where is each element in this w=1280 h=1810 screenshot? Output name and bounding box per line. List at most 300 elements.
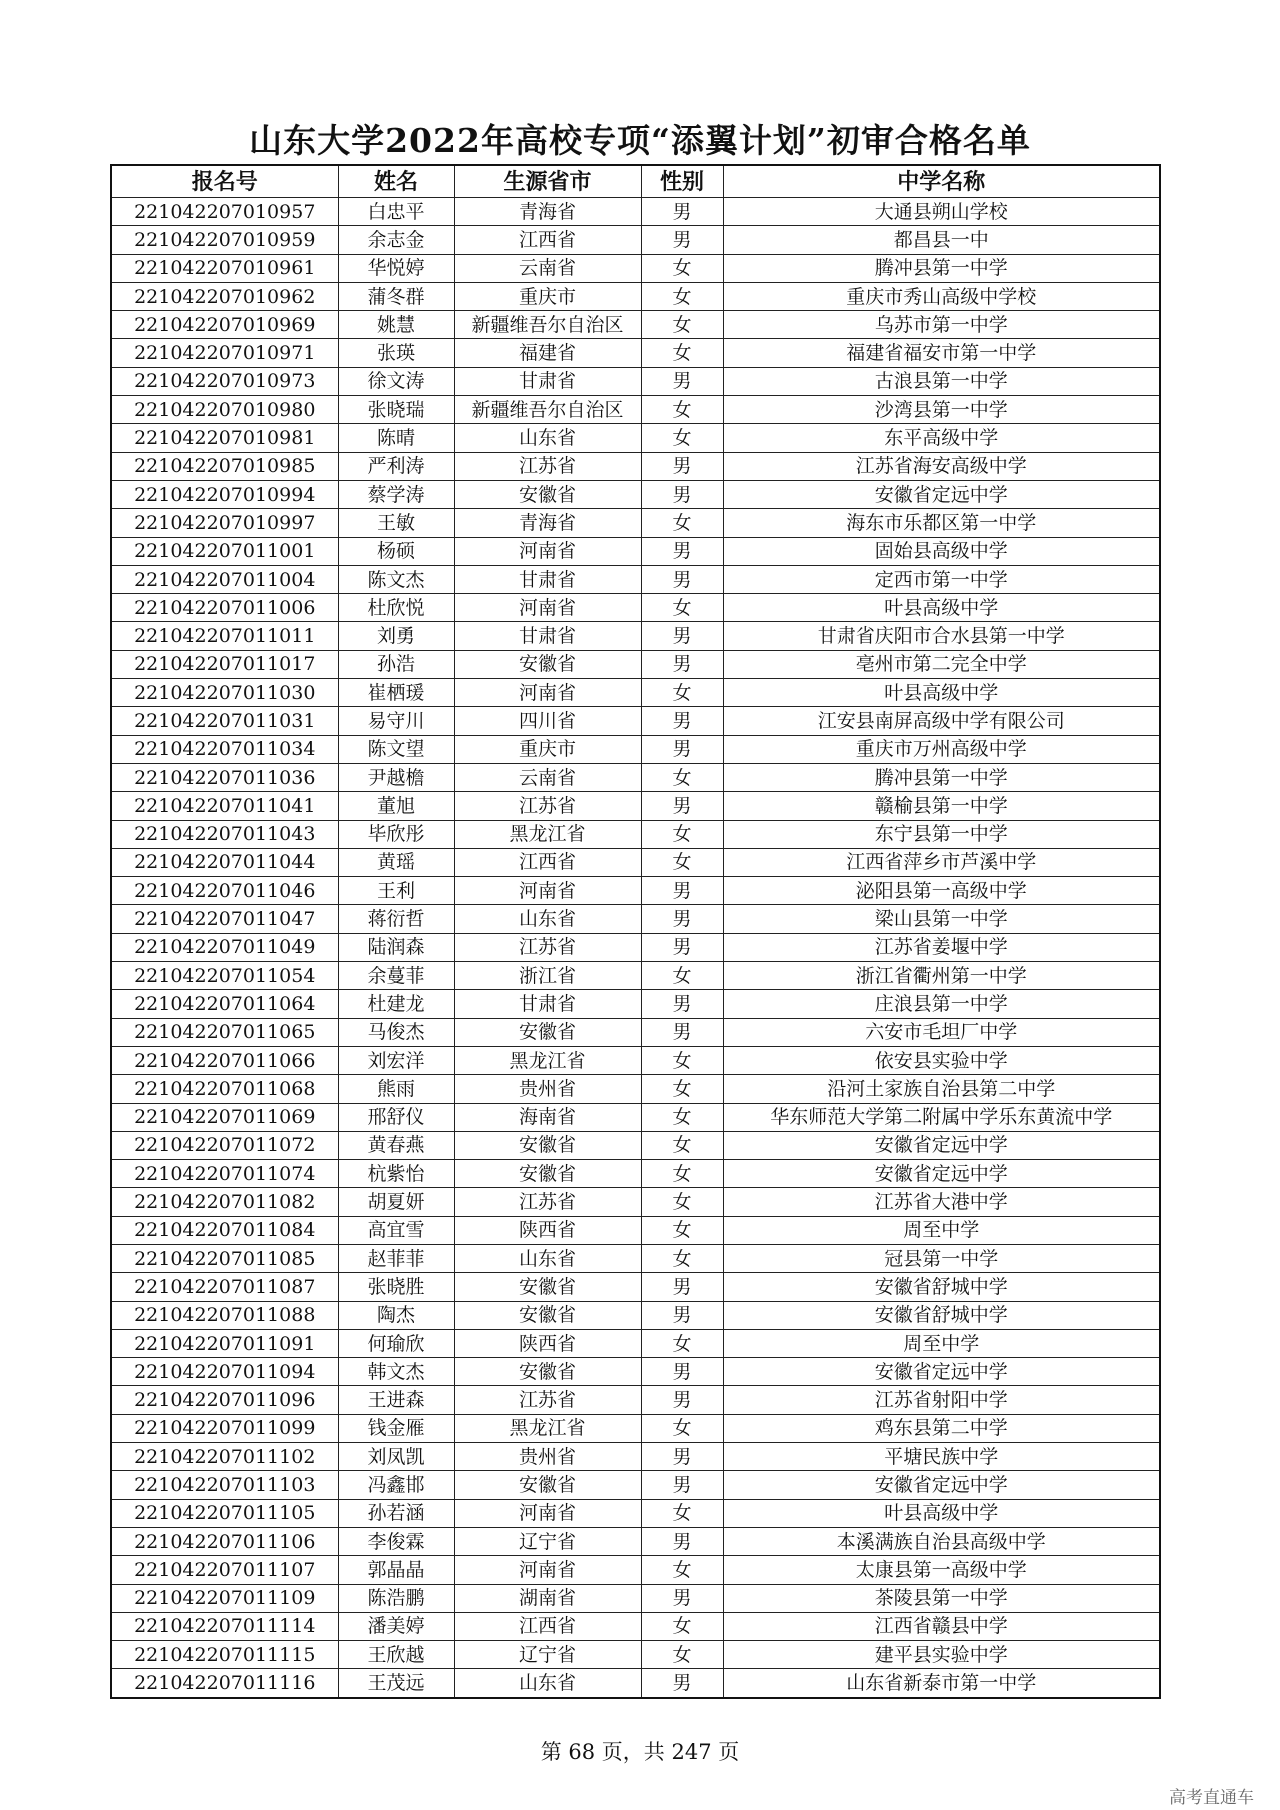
cell-name: 王敏 [338,509,454,537]
cell-id: 221042207011091 [111,1329,338,1357]
cell-school: 福建省福安市第一中学 [723,339,1160,367]
cell-gender: 女 [641,1612,723,1640]
cell-province: 重庆市 [454,735,641,763]
cell-gender: 男 [641,1443,723,1471]
cell-id: 221042207010969 [111,311,338,339]
table-row [111,735,1160,763]
cell-id: 221042207010973 [111,367,338,395]
cell-school: 安徽省定远中学 [723,1358,1160,1386]
cell-province: 新疆维吾尔自治区 [454,311,641,339]
cell-name: 张瑛 [338,339,454,367]
cell-id: 221042207011107 [111,1556,338,1584]
table-row [111,282,1160,310]
cell-province: 河南省 [454,594,641,622]
cell-gender: 女 [641,1160,723,1188]
table-row [111,990,1160,1018]
cell-name: 孙若涵 [338,1499,454,1527]
cell-id: 221042207010997 [111,509,338,537]
table-row [111,339,1160,367]
cell-id: 221042207011069 [111,1103,338,1131]
cell-school: 江西省萍乡市芦溪中学 [723,848,1160,876]
cell-province: 青海省 [454,509,641,537]
table-row [111,367,1160,395]
cell-province: 河南省 [454,679,641,707]
table-row [111,877,1160,905]
table-row [111,1046,1160,1074]
cell-id: 221042207011116 [111,1669,338,1698]
cell-gender: 女 [641,594,723,622]
cell-name: 赵菲菲 [338,1244,454,1272]
cell-school: 江安县南屏高级中学有限公司 [723,707,1160,735]
cell-id: 221042207011072 [111,1131,338,1159]
cell-gender: 女 [641,763,723,791]
cell-school: 古浪县第一中学 [723,367,1160,395]
cell-school: 江苏省射阳中学 [723,1386,1160,1414]
cell-province: 浙江省 [454,962,641,990]
cell-id: 221042207011049 [111,933,338,961]
cell-id: 221042207011082 [111,1188,338,1216]
cell-name: 刘宏洋 [338,1046,454,1074]
cell-province: 河南省 [454,1556,641,1584]
cell-gender: 男 [641,877,723,905]
table-row [111,905,1160,933]
cell-province: 贵州省 [454,1075,641,1103]
cell-name: 杭紫怡 [338,1160,454,1188]
cell-school: 山东省新泰市第一中学 [723,1669,1160,1698]
cell-name: 郭晶晶 [338,1556,454,1584]
cell-school: 江西省赣县中学 [723,1612,1160,1640]
cell-id: 221042207011106 [111,1527,338,1555]
cell-name: 熊雨 [338,1075,454,1103]
cell-gender: 男 [641,933,723,961]
cell-province: 安徽省 [454,1358,641,1386]
table-row [111,1103,1160,1131]
cell-id: 221042207010981 [111,424,338,452]
cell-province: 河南省 [454,1499,641,1527]
cell-province: 江苏省 [454,452,641,480]
table-row [111,198,1160,226]
page-number: 第 68 页，共 247 页 [540,1740,740,1764]
cell-province: 黑龙江省 [454,1046,641,1074]
cell-province: 江苏省 [454,792,641,820]
cell-name: 蔡学涛 [338,480,454,508]
cell-id: 221042207011004 [111,565,338,593]
cell-school: 亳州市第二完全中学 [723,650,1160,678]
table-row [111,1075,1160,1103]
cell-school: 周至中学 [723,1329,1160,1357]
cell-gender: 男 [641,622,723,650]
cell-id: 221042207011036 [111,763,338,791]
table-row [111,1414,1160,1442]
table-row [111,1527,1160,1555]
table-row [111,396,1160,424]
cell-id: 221042207011085 [111,1244,338,1272]
cell-id: 221042207011102 [111,1443,338,1471]
cell-province: 江西省 [454,848,641,876]
cell-gender: 女 [641,1216,723,1244]
cell-school: 泌阳县第一高级中学 [723,877,1160,905]
cell-gender: 男 [641,537,723,565]
cell-school: 江苏省海安高级中学 [723,452,1160,480]
cell-province: 甘肃省 [454,622,641,650]
cell-school: 东平高级中学 [723,424,1160,452]
cell-id: 221042207011065 [111,1018,338,1046]
cell-id: 221042207011114 [111,1612,338,1640]
cell-gender: 男 [641,226,723,254]
cell-school: 建平县实验中学 [723,1641,1160,1669]
cell-school: 东宁县第一中学 [723,820,1160,848]
cell-school: 太康县第一高级中学 [723,1556,1160,1584]
cell-name: 王进森 [338,1386,454,1414]
cell-name: 张晓瑞 [338,396,454,424]
cell-name: 易守川 [338,707,454,735]
cell-id: 221042207011103 [111,1471,338,1499]
cell-id: 221042207010980 [111,396,338,424]
cell-province: 安徽省 [454,1160,641,1188]
cell-gender: 男 [641,1018,723,1046]
cell-name: 马俊杰 [338,1018,454,1046]
cell-gender: 男 [641,1584,723,1612]
cell-province: 辽宁省 [454,1641,641,1669]
cell-school: 周至中学 [723,1216,1160,1244]
cell-gender: 女 [641,679,723,707]
cell-name: 陈文望 [338,735,454,763]
cell-name: 陈文杰 [338,565,454,593]
cell-gender: 男 [641,367,723,395]
cell-id: 221042207011044 [111,848,338,876]
cell-gender: 男 [641,452,723,480]
table-row [111,424,1160,452]
cell-gender: 男 [641,480,723,508]
cell-id: 221042207010962 [111,282,338,310]
cell-school: 江苏省大港中学 [723,1188,1160,1216]
cell-province: 甘肃省 [454,367,641,395]
cell-name: 王欣越 [338,1641,454,1669]
table-row [111,1216,1160,1244]
cell-id: 221042207010959 [111,226,338,254]
cell-name: 严利涛 [338,452,454,480]
cell-gender: 女 [641,1329,723,1357]
cell-id: 221042207011017 [111,650,338,678]
cell-name: 孙浩 [338,650,454,678]
cell-gender: 男 [641,1273,723,1301]
cell-gender: 男 [641,905,723,933]
cell-name: 黄春燕 [338,1131,454,1159]
cell-id: 221042207011047 [111,905,338,933]
cell-name: 董旭 [338,792,454,820]
cell-name: 钱金雁 [338,1414,454,1442]
cell-name: 华悦婷 [338,254,454,282]
cell-id: 221042207011001 [111,537,338,565]
cell-id: 221042207011094 [111,1358,338,1386]
cell-school: 定西市第一中学 [723,565,1160,593]
table-row [111,1443,1160,1471]
cell-province: 黑龙江省 [454,820,641,848]
cell-name: 王利 [338,877,454,905]
cell-name: 王茂远 [338,1669,454,1698]
cell-id: 221042207010971 [111,339,338,367]
cell-province: 安徽省 [454,1273,641,1301]
table-row [111,1131,1160,1159]
cell-name: 何瑜欣 [338,1329,454,1357]
cell-name: 余蔓菲 [338,962,454,990]
cell-school: 沿河土家族自治县第二中学 [723,1075,1160,1103]
cell-id: 221042207011034 [111,735,338,763]
cell-name: 余志金 [338,226,454,254]
cell-province: 甘肃省 [454,565,641,593]
cell-gender: 男 [641,198,723,226]
cell-province: 陕西省 [454,1329,641,1357]
cell-school: 腾冲县第一中学 [723,254,1160,282]
cell-id: 221042207011054 [111,962,338,990]
table-row [111,311,1160,339]
cell-province: 山东省 [454,1244,641,1272]
cell-school: 冠县第一中学 [723,1244,1160,1272]
cell-id: 221042207010961 [111,254,338,282]
cell-id: 221042207010957 [111,198,338,226]
cell-name: 陆润森 [338,933,454,961]
cell-id: 221042207011066 [111,1046,338,1074]
table-row [111,933,1160,961]
cell-school: 都昌县一中 [723,226,1160,254]
cell-id: 221042207010985 [111,452,338,480]
cell-name: 杜欣悦 [338,594,454,622]
cell-province: 江苏省 [454,1386,641,1414]
table-row [111,650,1160,678]
cell-id: 221042207011087 [111,1273,338,1301]
cell-school: 庄浪县第一中学 [723,990,1160,1018]
cell-gender: 女 [641,1641,723,1669]
cell-id: 221042207010994 [111,480,338,508]
cell-id: 221042207011109 [111,1584,338,1612]
table-row [111,1669,1160,1698]
cell-name: 张晓胜 [338,1273,454,1301]
cell-province: 江苏省 [454,1188,641,1216]
cell-id: 221042207011088 [111,1301,338,1329]
cell-name: 黄瑶 [338,848,454,876]
cell-province: 云南省 [454,763,641,791]
cell-province: 四川省 [454,707,641,735]
table-row [111,763,1160,791]
table-row [111,962,1160,990]
cell-school: 叶县高级中学 [723,594,1160,622]
cell-province: 云南省 [454,254,641,282]
cell-id: 221042207011074 [111,1160,338,1188]
cell-gender: 女 [641,848,723,876]
cell-school: 安徽省定远中学 [723,1471,1160,1499]
cell-gender: 男 [641,1669,723,1698]
cell-school: 茶陵县第一中学 [723,1584,1160,1612]
cell-name: 李俊霖 [338,1527,454,1555]
cell-gender: 男 [641,650,723,678]
cell-gender: 女 [641,1046,723,1074]
cell-gender: 女 [641,396,723,424]
table-row [111,480,1160,508]
cell-province: 安徽省 [454,1018,641,1046]
cell-name: 崔栖瑗 [338,679,454,707]
cell-name: 杜建龙 [338,990,454,1018]
table-row [111,1018,1160,1046]
cell-school: 安徽省舒城中学 [723,1273,1160,1301]
cell-province: 山东省 [454,1669,641,1698]
cell-school: 依安县实验中学 [723,1046,1160,1074]
table-row [111,509,1160,537]
cell-province: 安徽省 [454,1471,641,1499]
table-row [111,1244,1160,1272]
cell-name: 陈浩鹏 [338,1584,454,1612]
cell-school: 乌苏市第一中学 [723,311,1160,339]
cell-name: 韩文杰 [338,1358,454,1386]
cell-name: 胡夏妍 [338,1188,454,1216]
cell-province: 辽宁省 [454,1527,641,1555]
cell-province: 海南省 [454,1103,641,1131]
cell-province: 江苏省 [454,933,641,961]
table-row [111,622,1160,650]
cell-school: 鸡东县第二中学 [723,1414,1160,1442]
cell-school: 本溪满族自治县高级中学 [723,1527,1160,1555]
table-row [111,452,1160,480]
cell-name: 杨硕 [338,537,454,565]
cell-gender: 女 [641,424,723,452]
cell-school: 梁山县第一中学 [723,905,1160,933]
cell-province: 湖南省 [454,1584,641,1612]
cell-school: 海东市乐都区第一中学 [723,509,1160,537]
cell-school: 江苏省姜堰中学 [723,933,1160,961]
cell-id: 221042207011030 [111,679,338,707]
cell-school: 浙江省衢州第一中学 [723,962,1160,990]
table-row [111,1160,1160,1188]
cell-school: 大通县朔山学校 [723,198,1160,226]
table-row [111,594,1160,622]
cell-gender: 女 [641,339,723,367]
candidate-table [110,164,1161,1699]
table-row [111,1188,1160,1216]
cell-province: 江西省 [454,1612,641,1640]
table-row [111,679,1160,707]
cell-id: 221042207011105 [111,1499,338,1527]
table-row [111,1386,1160,1414]
column-header-gender: 性别 [641,165,723,198]
cell-gender: 女 [641,820,723,848]
cell-name: 尹越檐 [338,763,454,791]
cell-province: 青海省 [454,198,641,226]
cell-province: 河南省 [454,537,641,565]
table-body [111,198,1160,1698]
watermark-text: 高考直通车 [1169,1788,1254,1808]
cell-name: 徐文涛 [338,367,454,395]
cell-gender: 女 [641,1244,723,1272]
cell-gender: 男 [641,1301,723,1329]
table-row [111,226,1160,254]
cell-province: 安徽省 [454,480,641,508]
cell-gender: 女 [641,1556,723,1584]
cell-name: 白忠平 [338,198,454,226]
cell-gender: 女 [641,509,723,537]
cell-name: 蒲冬群 [338,282,454,310]
cell-school: 安徽省定远中学 [723,1131,1160,1159]
cell-school: 重庆市万州高级中学 [723,735,1160,763]
cell-gender: 女 [641,1103,723,1131]
table-row [111,1358,1160,1386]
cell-id: 221042207011006 [111,594,338,622]
cell-province: 新疆维吾尔自治区 [454,396,641,424]
cell-id: 221042207011099 [111,1414,338,1442]
table-row [111,1612,1160,1640]
cell-name: 陈晴 [338,424,454,452]
cell-school: 叶县高级中学 [723,679,1160,707]
cell-gender: 男 [641,990,723,1018]
cell-name: 潘美婷 [338,1612,454,1640]
column-header-province: 生源省市 [454,165,641,198]
cell-school: 固始县高级中学 [723,537,1160,565]
cell-school: 六安市毛坦厂中学 [723,1018,1160,1046]
cell-gender: 男 [641,735,723,763]
cell-school: 安徽省定远中学 [723,1160,1160,1188]
cell-province: 山东省 [454,424,641,452]
cell-gender: 女 [641,311,723,339]
table-row [111,848,1160,876]
cell-school: 叶县高级中学 [723,1499,1160,1527]
table-row [111,1499,1160,1527]
document-title: 山东大学2022年高校专项“添翼计划”初审合格名单 [249,121,1031,160]
cell-gender: 女 [641,962,723,990]
cell-gender: 男 [641,1471,723,1499]
cell-id: 221042207011031 [111,707,338,735]
cell-province: 河南省 [454,877,641,905]
cell-name: 刘勇 [338,622,454,650]
cell-id: 221042207011011 [111,622,338,650]
cell-name: 蒋衍哲 [338,905,454,933]
cell-province: 山东省 [454,905,641,933]
table-row [111,565,1160,593]
cell-id: 221042207011084 [111,1216,338,1244]
table-row [111,707,1160,735]
cell-school: 安徽省舒城中学 [723,1301,1160,1329]
cell-province: 福建省 [454,339,641,367]
column-header-name: 姓名 [338,165,454,198]
cell-id: 221042207011096 [111,1386,338,1414]
cell-province: 甘肃省 [454,990,641,1018]
cell-province: 安徽省 [454,1301,641,1329]
table-row [111,1584,1160,1612]
table-row [111,1329,1160,1357]
cell-province: 江西省 [454,226,641,254]
cell-gender: 女 [641,1131,723,1159]
column-header-school: 中学名称 [723,165,1160,198]
cell-name: 陶杰 [338,1301,454,1329]
cell-gender: 女 [641,1188,723,1216]
cell-school: 甘肃省庆阳市合水县第一中学 [723,622,1160,650]
cell-school: 沙湾县第一中学 [723,396,1160,424]
cell-school: 平塘民族中学 [723,1443,1160,1471]
cell-gender: 男 [641,707,723,735]
cell-province: 陕西省 [454,1216,641,1244]
cell-name: 姚慧 [338,311,454,339]
cell-name: 冯鑫邯 [338,1471,454,1499]
table-row [111,792,1160,820]
table-row [111,1273,1160,1301]
cell-gender: 女 [641,282,723,310]
cell-name: 刘凤凯 [338,1443,454,1471]
cell-id: 221042207011115 [111,1641,338,1669]
cell-province: 贵州省 [454,1443,641,1471]
cell-id: 221042207011068 [111,1075,338,1103]
cell-id: 221042207011064 [111,990,338,1018]
cell-school: 安徽省定远中学 [723,480,1160,508]
cell-name: 高宜雪 [338,1216,454,1244]
column-header-id: 报名号 [111,165,338,198]
cell-name: 邢舒仪 [338,1103,454,1131]
